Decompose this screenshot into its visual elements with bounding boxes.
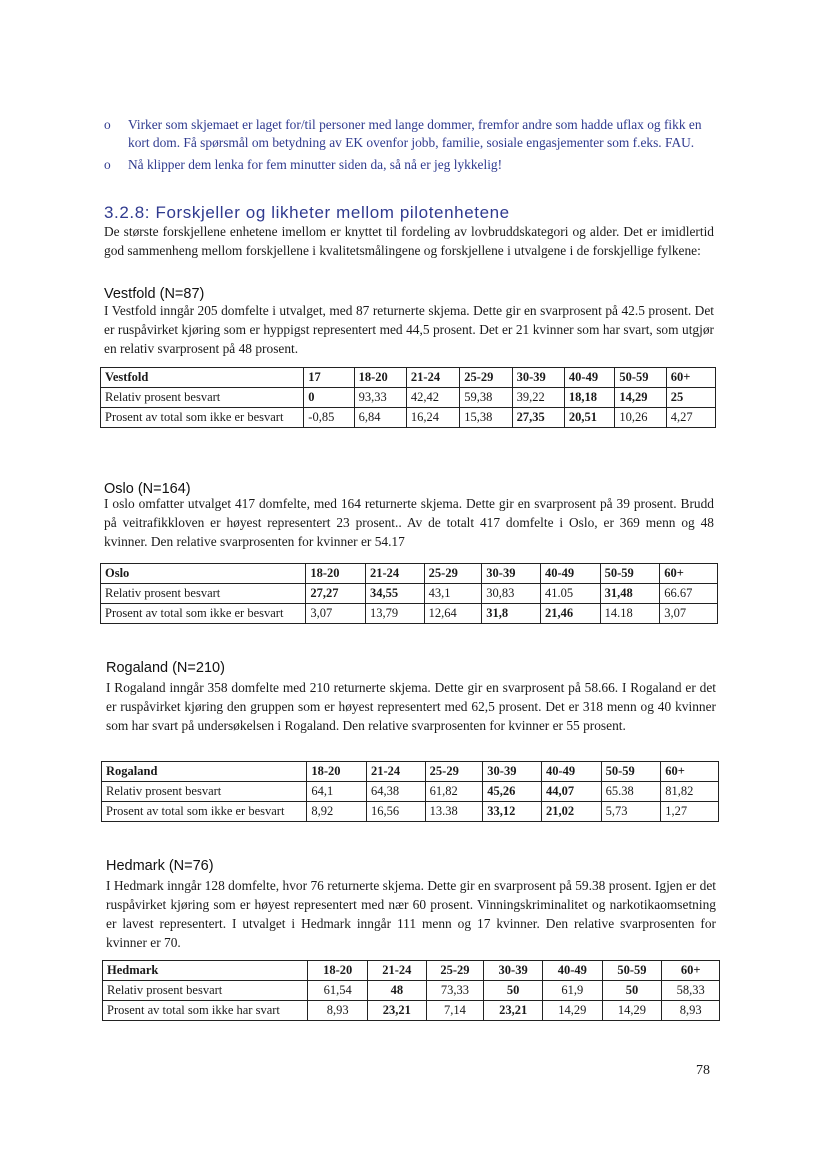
table-cell: 14,29 [542, 1001, 602, 1021]
table-cell: 23,21 [484, 1001, 543, 1021]
table-cell: 16,24 [406, 408, 459, 428]
table-cell: 5,73 [601, 802, 661, 822]
table-cell: 0 [304, 388, 354, 408]
table-cell: 14,29 [602, 1001, 662, 1021]
table-cell: 61,54 [308, 981, 368, 1001]
table-cell: 66.67 [660, 584, 718, 604]
region-heading-rogaland: Rogaland (N=210) [106, 660, 225, 676]
table-row [101, 604, 718, 624]
table-row [101, 388, 716, 408]
table-cell: 13.38 [425, 802, 483, 822]
table-cell: 43,1 [424, 584, 482, 604]
table-cell: 10,26 [615, 408, 666, 428]
table-cell: 20,51 [564, 408, 614, 428]
row-label: Prosent av total som ikke er besvart [102, 802, 307, 822]
table-cell: 31,8 [482, 604, 541, 624]
table-cell: 27,35 [512, 408, 564, 428]
header-cell: 25-29 [424, 564, 482, 584]
table-cell: 61,9 [542, 981, 602, 1001]
table-row [101, 584, 718, 604]
table-header-row [102, 762, 719, 782]
table-row [102, 782, 719, 802]
region-text-oslo: I oslo omfatter utvalget 417 domfelte, med 164 returnerte skjema. Dette gir en svarprosent på 39 prosent. Brudd på veitrafikkloven er høyest representert 23 prosent.. Av de totalt 417 domfelte i Oslo, er 369 menn og 48 kvinner. Den relative svarprosenten for kvinner er 54.17 [104, 496, 714, 549]
row-label: Relativ prosent besvart [101, 388, 304, 408]
table-cell: 21,02 [541, 802, 601, 822]
table-header-row [101, 368, 716, 388]
bullet-text: Nå klipper dem lenka for fem minutter siden da, så nå er jeg lykkelig! [128, 157, 503, 172]
table-header-row [103, 961, 720, 981]
header-cell: 30-39 [483, 762, 542, 782]
bullet-marker: o [104, 157, 111, 172]
table-cell: 34,55 [366, 584, 425, 604]
table-rogaland [101, 761, 719, 822]
table-cell: 18,18 [564, 388, 614, 408]
table-cell: 27,27 [306, 584, 366, 604]
header-cell: 30-39 [482, 564, 541, 584]
header-cell: 17 [304, 368, 354, 388]
table-cell: 31,48 [600, 584, 660, 604]
table-cell: 6,84 [354, 408, 406, 428]
table-cell: 7,14 [426, 1001, 484, 1021]
table-cell: 73,33 [426, 981, 484, 1001]
table-cell: 33,12 [483, 802, 542, 822]
table-cell: 39,22 [512, 388, 564, 408]
row-label: Relativ prosent besvart [101, 584, 306, 604]
table-cell: 13,79 [366, 604, 425, 624]
table-header-row [101, 564, 718, 584]
header-cell: 21-24 [367, 762, 426, 782]
section-heading: 3.2.8: Forskjeller og likheter mellom pilotenhetene [104, 203, 510, 222]
table-cell: 14,29 [615, 388, 666, 408]
table-cell: 50 [484, 981, 543, 1001]
table-cell: 4,27 [666, 408, 715, 428]
row-label: Prosent av total som ikke har svart [103, 1001, 308, 1021]
bullet-text: Virker som skjemaet er laget for/til personer med lange dommer, fremfor andre som hadde uflax og fikk en kort dom. Få spørsmål om betydning av EK ovenfor jobb, familie, sosiale engasjementer som f.eks. FAU. [128, 117, 702, 150]
header-cell: 21-24 [406, 368, 459, 388]
table-cell: 42,42 [406, 388, 459, 408]
row-label: Relativ prosent besvart [103, 981, 308, 1001]
header-cell: 30-39 [512, 368, 564, 388]
row-label: Prosent av total som ikke er besvart [101, 408, 304, 428]
table-vestfold [100, 367, 716, 428]
bullet-item [104, 156, 704, 174]
header-cell: 30-39 [484, 961, 543, 981]
table-cell: 21,46 [540, 604, 600, 624]
section-intro: De største forskjellene enhetene imellom er knyttet til fordeling av lovbruddskategori og alder. Det er imidlertid god sammenheng mellom forskjellene i kvalitetsmålingene og forskjellene i utvalgene i de forskjellige fylkene: [104, 224, 714, 258]
region-heading-vestfold: Vestfold (N=87) [104, 286, 205, 302]
header-cell: Rogaland [102, 762, 307, 782]
table-cell: 3,07 [660, 604, 718, 624]
header-cell: 60+ [660, 564, 718, 584]
header-cell: 40-49 [541, 762, 601, 782]
header-cell: 50-59 [600, 564, 660, 584]
header-cell: 25-29 [460, 368, 512, 388]
table-cell: 48 [368, 981, 427, 1001]
region-text-hedmark: I Hedmark inngår 128 domfelte, hvor 76 returnerte skjema. Dette gir en svarprosent på 59.38 prosent. Igjen er det ruspåvirket kjøring som er høyest representert med nær 60 prosent. Vinningskriminalitet og narkotikaomsetning er lavest representert. I utvalget i Hedmark inngår 111 menn og 17 kvinner. Den relative svarprosenten for kvinner er 70. [106, 878, 716, 950]
table-cell: 3,07 [306, 604, 366, 624]
table-cell: 59,38 [460, 388, 512, 408]
table-cell: 8,92 [307, 802, 367, 822]
table-cell: 64,38 [367, 782, 426, 802]
table-cell: 45,26 [483, 782, 542, 802]
table-oslo [100, 563, 718, 624]
row-label: Relativ prosent besvart [102, 782, 307, 802]
header-cell: 18-20 [307, 762, 367, 782]
table-cell: 61,82 [425, 782, 483, 802]
table-cell: 12,64 [424, 604, 482, 624]
header-cell: 21-24 [368, 961, 427, 981]
table-row [102, 802, 719, 822]
table-cell: 14.18 [600, 604, 660, 624]
header-cell: 60+ [662, 961, 720, 981]
table-cell: 23,21 [368, 1001, 427, 1021]
header-cell: 50-59 [602, 961, 662, 981]
header-cell: 18-20 [308, 961, 368, 981]
bullet-marker: o [104, 117, 111, 132]
table-row [103, 1001, 720, 1021]
region-heading-hedmark: Hedmark (N=76) [106, 858, 214, 874]
table-cell: -0,85 [304, 408, 354, 428]
header-cell: Vestfold [101, 368, 304, 388]
bullet-list [104, 116, 704, 174]
bullet-item [104, 116, 704, 152]
header-cell: 18-20 [354, 368, 406, 388]
table-row [103, 981, 720, 1001]
header-cell: Hedmark [103, 961, 308, 981]
header-cell: 50-59 [615, 368, 666, 388]
table-cell: 15,38 [460, 408, 512, 428]
region-text-rogaland: I Rogaland inngår 358 domfelte med 210 returnerte skjema. Dette gir en svarprosent på 58.66. I Rogaland er det er ruspåvirket kjøring den gruppen som er høyest representert med 62,5 prosent. Det er 318 menn og 40 kvinner som har svart på undersøkelsen i Rogaland. Den relative svarprosenten for kvinner er 55 prosent. [106, 680, 716, 733]
table-row [101, 408, 716, 428]
table-cell: 8,93 [308, 1001, 368, 1021]
region-text-vestfold: I Vestfold inngår 205 domfelte i utvalget, med 87 returnerte skjema. Dette gir en svarprosent på 42.5 prosent. Det er ruspåvirket kjøring som er hyppigst representert med 44,5 prosent. Det er 21 kvinner som har svart, som utgjør en relativ svarprosent på 48 prosent. [104, 303, 714, 356]
header-cell: 60+ [666, 368, 715, 388]
page-number: 78 [696, 1063, 710, 1078]
table-cell: 81,82 [661, 782, 719, 802]
table-cell: 1,27 [661, 802, 719, 822]
header-cell: 18-20 [306, 564, 366, 584]
table-cell: 64,1 [307, 782, 367, 802]
header-cell: 25-29 [426, 961, 484, 981]
header-cell: 40-49 [564, 368, 614, 388]
table-cell: 65.38 [601, 782, 661, 802]
table-cell: 93,33 [354, 388, 406, 408]
header-cell: 60+ [661, 762, 719, 782]
header-cell: Oslo [101, 564, 306, 584]
table-cell: 8,93 [662, 1001, 720, 1021]
table-cell: 30,83 [482, 584, 541, 604]
table-hedmark [102, 960, 720, 1021]
header-cell: 40-49 [540, 564, 600, 584]
header-cell: 40-49 [542, 961, 602, 981]
table-cell: 44,07 [541, 782, 601, 802]
header-cell: 21-24 [366, 564, 425, 584]
table-cell: 25 [666, 388, 715, 408]
table-cell: 58,33 [662, 981, 720, 1001]
table-cell: 16,56 [367, 802, 426, 822]
row-label: Prosent av total som ikke er besvart [101, 604, 306, 624]
table-cell: 50 [602, 981, 662, 1001]
header-cell: 50-59 [601, 762, 661, 782]
table-cell: 41.05 [540, 584, 600, 604]
region-heading-oslo: Oslo (N=164) [104, 481, 191, 497]
header-cell: 25-29 [425, 762, 483, 782]
